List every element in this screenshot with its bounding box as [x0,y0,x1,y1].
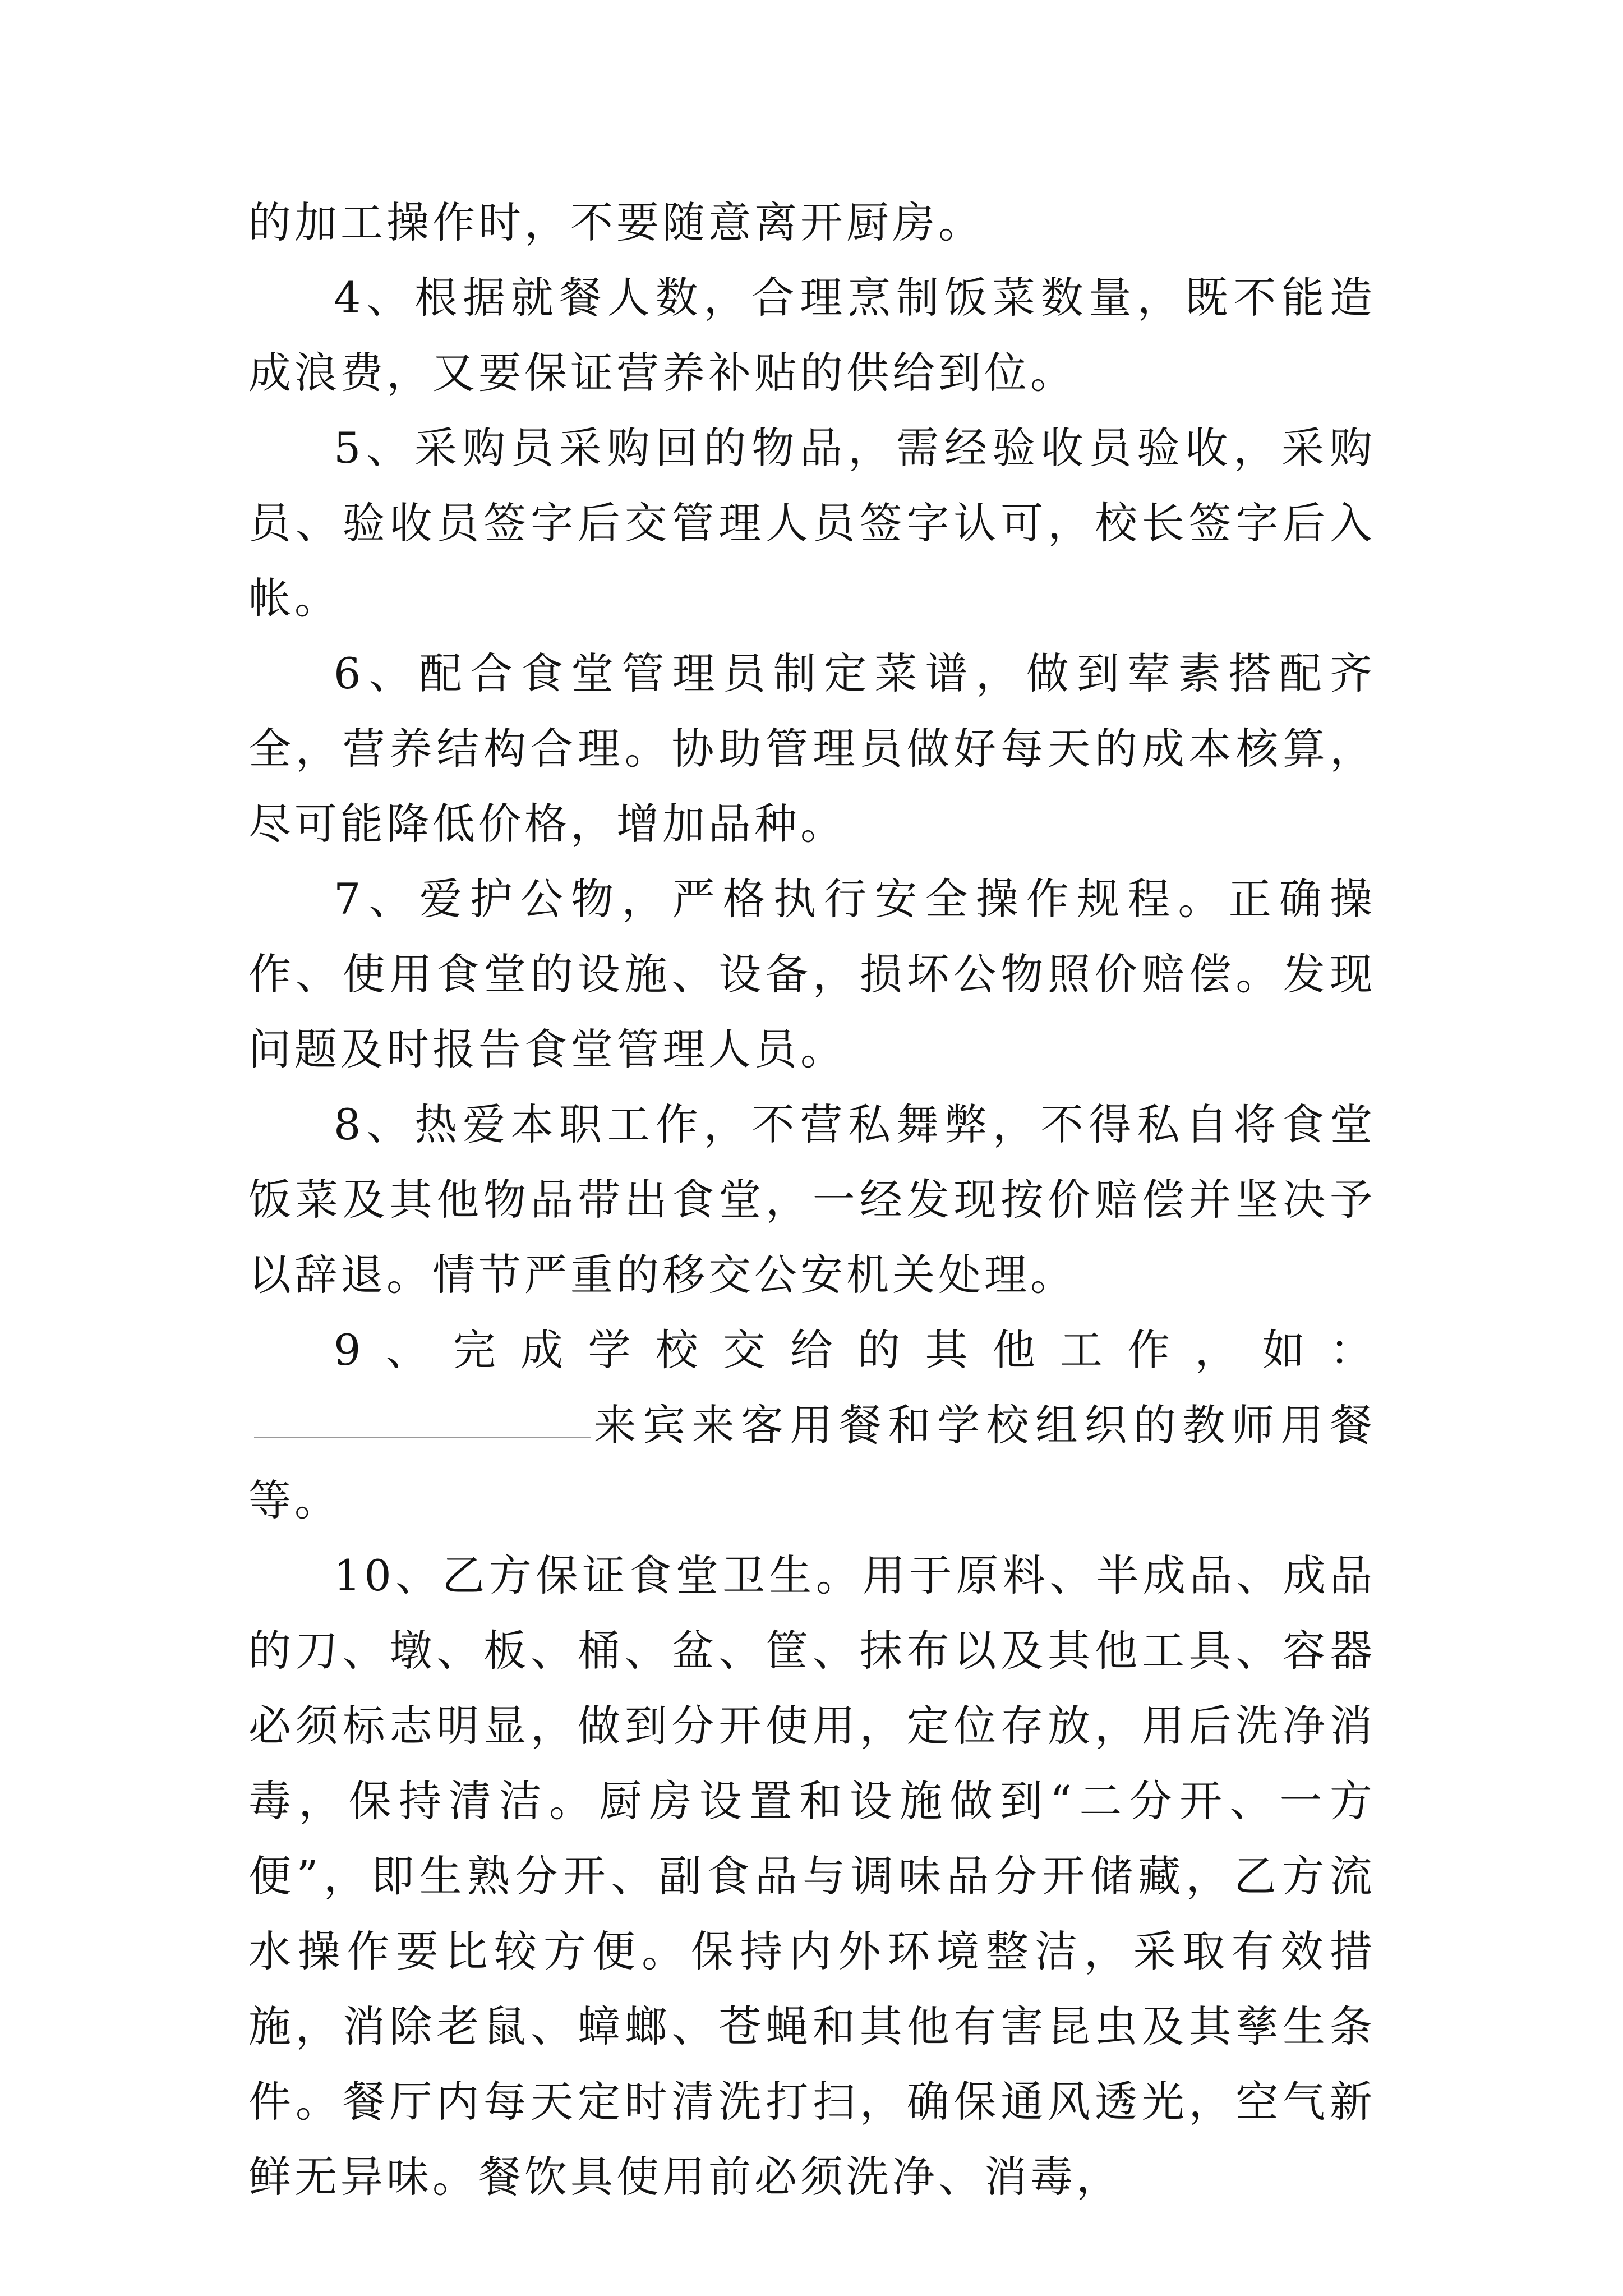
body-text [248,185,1376,2215]
paragraph-item-4: 4、根据就餐人数，合理烹制饭菜数量，既不能造成浪费，又要保证营养补贴的供给到位。 [248,273,1376,398]
paragraph-item-8: 8、热爱本职工作，不营私舞弊，不得私自将食堂饭菜及其他物品带出食堂，一经发现按价赔偿并坚决予以辞退。情节严重的移交公安机关处理。 [248,1099,1376,1300]
paragraph-item-5: 5、采购员采购回的物品，需经验收员验收，采购员、验收员签字后交管理人员签字认可，校长签字后入帐。 [248,423,1376,623]
fill-in-blank-line [254,1437,591,1438]
paragraph-item-10: 10、乙方保证食堂卫生。用于原料、半成品、成品的刀、墩、板、桶、盆、筐、抹布以及其他工具、容器必须标志明显，做到分开使用，定位存放，用后洗净消毒，保持清洁。厨房设置和设施做到“二分开、一方便”，即生熟分开、副食品与调味品分开储藏，乙方流水操作要比较方便。保持内外环境整洁，采取有效措施，消除老鼠、蟑螂、苍蝇和其他有害昆虫及其孳生条件。餐厅内每天定时清洗打扫，确保通风透光，空气新鲜无异味。餐饮具使用前必须洗净、消毒， [248,1550,1376,2202]
paragraph-continued: 的加工操作时，不要随意离开厨房。 [248,197,984,247]
paragraph-item-9-tail: 来宾来客用餐和学校组织的教师用餐等。 [248,1400,1376,1525]
paragraph-item-9-lead: 9、完成学校交给的其他工作，如： [334,1325,1376,1375]
paragraph-item-9 [248,1313,1376,1538]
paragraph-item-6: 6、配合食堂管理员制定菜谱，做到荤素搭配齐全，营养结构合理。协助管理员做好每天的成本核算，尽可能降低价格，增加品种。 [248,648,1376,849]
paragraph-item-7: 7、爱护公物，严格执行安全操作规程。正确操作、使用食堂的设施、设备，损坏公物照价赔偿。发现问题及时报告食堂管理人员。 [248,874,1376,1074]
